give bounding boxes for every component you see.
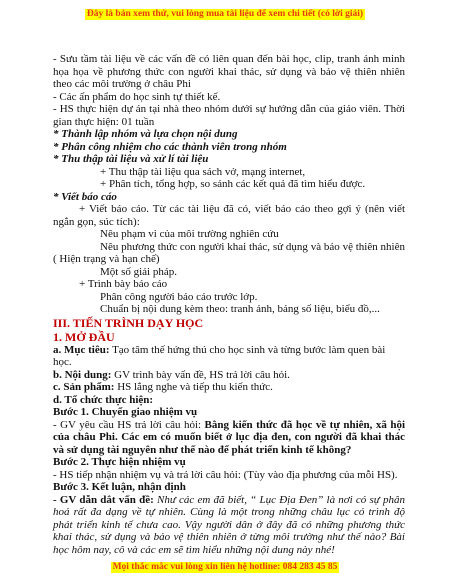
report-item: Phân công người báo cáo trước lớp. <box>100 290 258 303</box>
product-line <box>53 381 405 394</box>
step-title: Bước 3. Kết luận, nhận định <box>53 481 186 493</box>
preview-banner-text: Đây là bản xem thử, vui lòng mua tài liệu để xem chi tiết (có lời giải) <box>86 9 364 19</box>
objective-text: Tạo tâm thế hứng thú cho học sinh và từng bước làm quen bài học. <box>53 343 386 368</box>
bullet-item: + Trình bày báo cáo <box>79 278 168 290</box>
paragraph: + Viết báo cáo. Từ các tài liệu đã có, viết báo cáo theo gợi ý (nên viết ngắn gọn, súc tích): <box>53 203 405 228</box>
question-intro: - GV yêu cầu HS trả lời câu hỏi: <box>53 418 205 431</box>
bullet-item: + Phân tích, tổng hợp, so sánh các kết quả đã tìm hiểu được. <box>100 178 366 190</box>
subsection-heading: 1. MỞ ĐẦU <box>53 329 115 344</box>
teacher-intro-text: Như các em đã biết, “ Lục Địa Đen” là nơi có sự phân hoá rất đa dạng về tự nhiên. Cùng là một trong những châu lục có trình độ phát triển kinh tế chưa cao. Vậy người dân ở đây đã có những phương thức khai thác, sử dụng và bảo vệ thiên nhiên ở từng môi trường như thế nào? Bài học hôm nay, cô và các em sẽ tìm hiểu những nội dung này nhé! <box>53 493 405 556</box>
hotline-banner-text: Mọi thắc mắc vui lòng xin liên hệ hotline: 084 283 45 85 <box>112 562 338 572</box>
organization-label: d. Tổ chức thực hiện: <box>53 393 154 406</box>
preview-banner <box>0 9 450 20</box>
document-body <box>53 53 405 556</box>
content-label: b. Nội dung: <box>53 368 112 381</box>
question-paragraph <box>53 419 405 457</box>
content-line <box>53 369 405 382</box>
content-text: GV trình bày vấn đề, HS trả lời câu hỏi. <box>111 368 290 381</box>
step-title: Bước 2. Thực hiện nhiệm vụ <box>53 456 186 468</box>
product-label: c. Sản phẩm: <box>53 381 115 393</box>
report-item: Nêu phạm vi của môi trường nghiên cứu <box>100 228 279 240</box>
step-heading: * Viết báo cáo <box>53 190 117 203</box>
hotline-banner <box>0 562 450 573</box>
step-heading: * Phân công nhiệm cho các thành viên trong nhóm <box>53 140 287 153</box>
section-heading: III. TIẾN TRÌNH DẠY HỌC <box>53 315 204 330</box>
report-item: Chuẩn bị nội dung kèm theo: tranh ảnh, bảng số liệu, biểu đồ,... <box>100 303 380 315</box>
step-heading: * Thu thập tài liệu và xử lí tài liệu <box>53 153 209 165</box>
paragraph: - Các ấn phẩm do học sinh tự thiết kế. <box>53 90 221 103</box>
report-item: Một số giải pháp. <box>100 265 177 278</box>
step-heading: * Thành lập nhóm và lựa chọn nội dung <box>53 128 238 140</box>
bullet-item: + Thu thập tài liệu qua sách vở, mạng internet, <box>100 165 306 178</box>
report-item: Nêu phương thức con người khai thác, sử dụng và bảo vệ thiên nhiên ( Hiện trạng và hạn chế) <box>53 240 405 265</box>
paragraph: - HS tiếp nhận nhiệm vụ và trả lời câu hỏi: (Tùy vào địa phương của mỗi HS). <box>53 468 398 481</box>
product-text: HS lắng nghe và tiếp thu kiến thức. <box>114 381 273 393</box>
teacher-intro-label: - GV dẫn dắt vấn đề: <box>53 493 154 506</box>
objective-line <box>53 344 405 369</box>
paragraph: - HS thực hiện dự án tại nhà theo nhóm dưới sự hướng dẫn của giáo viên. Thời gian thực hiện: 01 tuần <box>53 103 405 128</box>
question-text: Bằng kiến thức đã học về tự nhiên, xã hội của châu Phi. Các em có muốn biết ở lục địa đen, con người đã khai thác và sử dụng tài nguyên như thế nào để phát triển kinh tế không? <box>53 418 405 456</box>
teacher-intro-paragraph <box>53 494 405 557</box>
paragraph: - Sưu tầm tài liệu về các vấn đề có liên quan đến bài học, clip, tranh ảnh minh họa họa về phương thức con người khai thác, sử dụng và bảo vệ thiên nhiên theo các môi trường ở châu Phi <box>53 53 405 90</box>
step-title: Bước 1. Chuyển giao nhiệm vụ <box>53 406 198 418</box>
objective-label: a. Mục tiêu: <box>53 343 110 356</box>
